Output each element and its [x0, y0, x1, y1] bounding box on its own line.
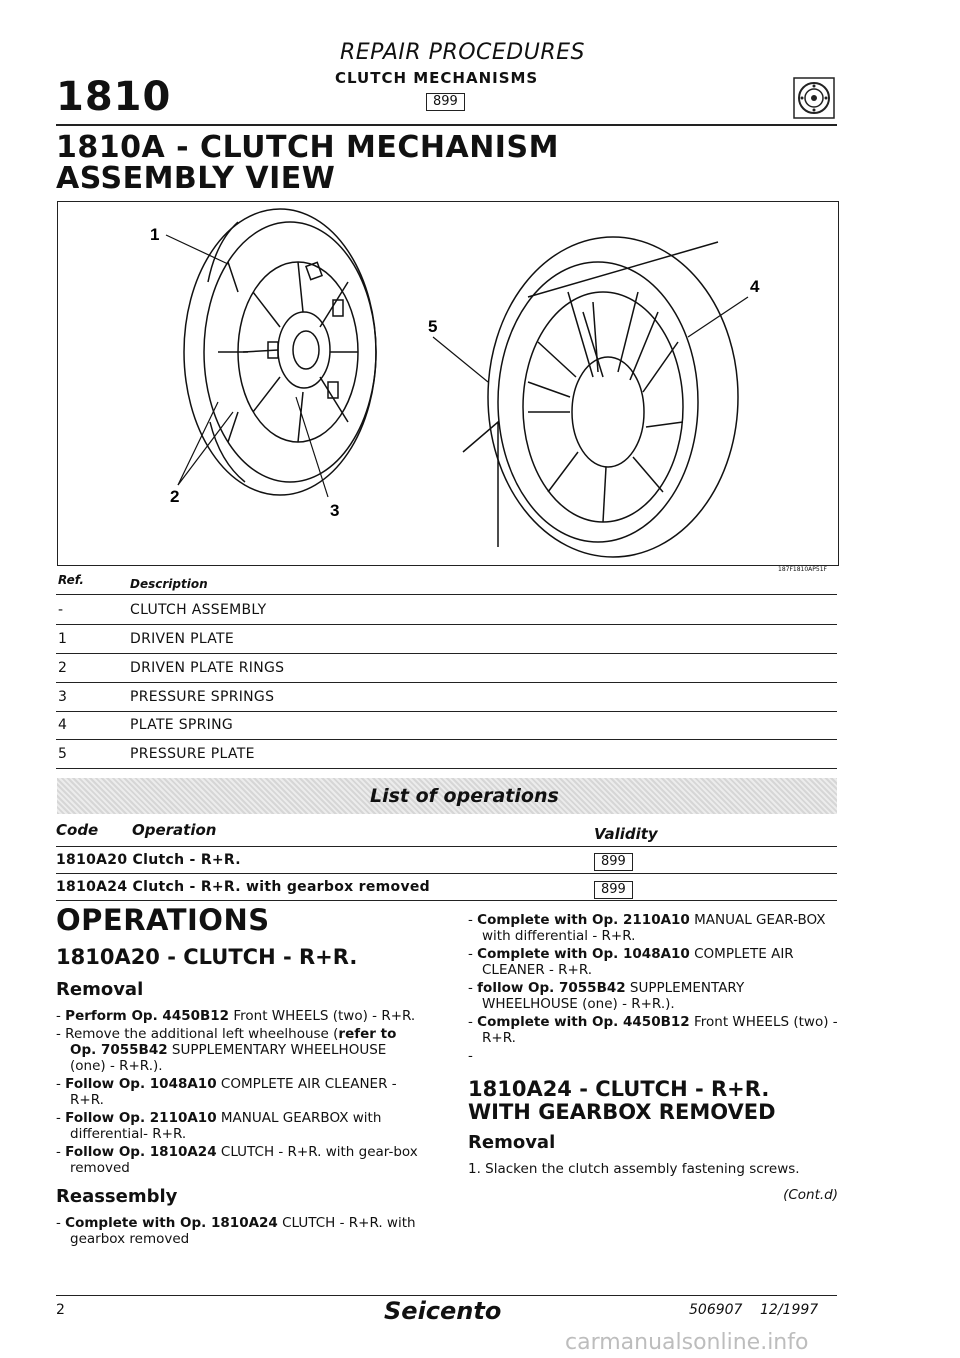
doc-number: 506907: [689, 1302, 743, 1318]
reassembly-step: - Complete with Op. 1810A24 CLUTCH - R+R. with gearbox removed: [56, 1215, 416, 1247]
section-code: 1810: [56, 74, 172, 120]
page-number: 2: [56, 1302, 65, 1318]
parts-row-desc: PLATE SPRING: [130, 717, 234, 733]
reassembly-heading: Reassembly: [56, 1186, 178, 1207]
op2-step-1: 1. Slacken the clutch assembly fastening screws.: [468, 1161, 800, 1177]
ops-row-text: 1810A24 Clutch - R+R. with gearbox removed: [56, 879, 430, 895]
watermark: carmanualsonline.info: [565, 1330, 809, 1355]
op2-title-line1: 1810A24 - CLUTCH - R+R.: [468, 1077, 770, 1101]
ops-code-header: Code: [56, 821, 99, 839]
ops-row-text: 1810A20 Clutch - R+R.: [56, 852, 241, 868]
parts-row-ref: -: [58, 602, 64, 618]
doc-date: 12/1997: [760, 1302, 819, 1318]
continued-label: (Cont.d): [783, 1187, 838, 1203]
reassembly-step: - Complete with Op. 4450B12 Front WHEELS (two) - R+R.: [468, 1014, 838, 1046]
ops-operation-header: Operation: [132, 821, 217, 839]
parts-row-desc: PRESSURE SPRINGS: [130, 689, 275, 705]
ops-row-validity: 899: [594, 881, 633, 899]
parts-row-desc: PRESSURE PLATE: [130, 746, 255, 762]
header-subtitle: CLUTCH MECHANISMS: [335, 69, 539, 87]
page-title-line2: ASSEMBLY VIEW: [56, 161, 336, 196]
parts-row-desc: DRIVEN PLATE: [130, 631, 235, 647]
reassembly-step: - Complete with Op. 1048A10 COMPLETE AIR CLEANER - R+R.: [468, 946, 794, 978]
parts-row-desc: DRIVEN PLATE RINGS: [130, 660, 285, 676]
figure-code: 187F1810AP51F: [778, 566, 827, 573]
callout-3: 3: [330, 501, 340, 520]
callout-2: 2: [170, 487, 180, 506]
op1-title: 1810A20 - CLUTCH - R+R.: [56, 945, 358, 969]
callout-1: 1: [150, 225, 160, 244]
clutch-logo-icon: [793, 77, 835, 119]
operations-list-title: List of operations: [370, 785, 559, 807]
removal-heading: Removal: [56, 979, 144, 1000]
parts-desc-header: Description: [130, 577, 208, 591]
removal-step: - Perform Op. 4450B12 Front WHEELS (two) - R+R.: [56, 1008, 416, 1024]
removal-step: - Follow Op. 2110A10 MANUAL GEARBOX with differential- R+R.: [56, 1110, 382, 1142]
ops-row-validity: 899: [594, 853, 633, 871]
removal-step: - Follow Op. 1048A10 COMPLETE AIR CLEANER - R+R.: [56, 1076, 397, 1108]
header-model-code: 899: [426, 93, 465, 111]
callout-4: 4: [750, 277, 760, 296]
parts-row-desc: CLUTCH ASSEMBLY: [130, 602, 267, 618]
left-column: [56, 904, 420, 1249]
pressure-plate-drawing: [463, 237, 738, 557]
removal-step: - Remove the additional left wheelhouse (refer to Op. 7055B42 SUPPLEMENTARY WHEELHOUSE (one) - R+R.).: [56, 1026, 397, 1074]
header-title: REPAIR PROCEDURES: [340, 40, 585, 65]
parts-row-ref: 1: [58, 631, 68, 647]
reassembly-step: - Complete with Op. 2110A10 MANUAL GEAR-BOX with differential - R+R.: [468, 912, 826, 944]
parts-row-ref: 3: [58, 689, 68, 705]
callout-5: 5: [428, 317, 438, 336]
operations-heading: OPERATIONS: [56, 903, 270, 937]
parts-row-ref: 2: [58, 660, 68, 676]
reassembly-step: - follow Op. 7055B42 SUPPLEMENTARY WHEELHOUSE (one) - R+R.).: [468, 980, 745, 1012]
ops-validity-header: Validity: [594, 825, 658, 843]
driven-plate-drawing: [184, 209, 376, 495]
op2-title-line2: WITH GEARBOX REMOVED: [468, 1100, 776, 1124]
right-column: [468, 912, 838, 1203]
parts-row-ref: 5: [58, 746, 68, 762]
parts-row-ref: 4: [58, 717, 68, 733]
op2-removal-heading: Removal: [468, 1132, 556, 1153]
page-title-line1: 1810A - CLUTCH MECHANISM: [56, 130, 559, 165]
brand-logo: Seicento: [384, 1297, 502, 1325]
assembly-figure: [57, 201, 839, 566]
parts-ref-header: Ref.: [58, 573, 84, 587]
removal-step: - Follow Op. 1810A24 CLUTCH - R+R. with gear-box removed: [56, 1144, 418, 1176]
reassembly-step: -: [468, 1048, 473, 1064]
